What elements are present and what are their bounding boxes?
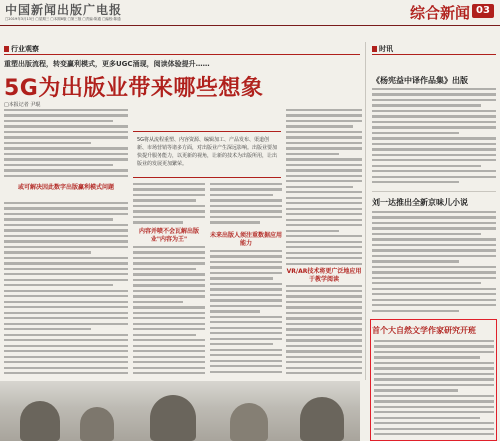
sidebar-item-title-3: 首个大自然文学作家研究开班 <box>372 326 476 335</box>
subhead-1: 或可解决因此数字出版赢利模式问题 <box>17 184 114 191</box>
sidebar-item-body-3 <box>374 340 494 438</box>
sidebar-item-body-2 <box>372 211 496 315</box>
sidebar-rule <box>372 54 496 55</box>
sidebar-item-title-2: 刘一达推出全新京味儿小说 <box>372 198 468 207</box>
column-rule <box>4 54 360 55</box>
body-text-col-1a <box>4 109 128 179</box>
article-byline: □本报记者 尹琨 <box>4 102 41 108</box>
photo-figure <box>150 395 196 441</box>
column-tag: 行业观察 <box>4 44 39 54</box>
body-text-col-4 <box>286 109 362 379</box>
sidebar-item-title-1: 《杨宪益中译作品集》出版 <box>372 76 468 85</box>
section-title: 综合新闻 <box>409 4 470 22</box>
photo-figure <box>80 407 114 441</box>
issue-info: □2019年3月13日 □星期三 □本期8版 □第三版 □责编:陈通 □编校:陈通 <box>5 17 121 21</box>
page-number: 03 <box>472 4 494 18</box>
pull-quote <box>133 131 281 178</box>
body-text-col-2a <box>133 183 205 225</box>
sidebar-column-tag: 时讯 <box>372 44 393 54</box>
photo-figure <box>20 401 60 441</box>
photo-figure <box>230 403 268 441</box>
body-text-col-3a <box>210 183 282 225</box>
body-text-col-2b <box>133 246 205 380</box>
body-text-col-3b <box>210 250 282 380</box>
article-headline: 5G为出版业带来哪些想象 <box>4 76 264 101</box>
subhead-4: VR/AR技术将更广泛地应用于教学阅读 <box>286 268 362 283</box>
masthead <box>0 0 500 26</box>
subhead-2: 内容并喷不会瓦解出版业"内容为王" <box>138 228 199 243</box>
newspaper-logo: 中国新闻出版广电报 <box>5 3 123 17</box>
photo-figure <box>300 397 344 441</box>
body-text-col-1b <box>4 202 128 380</box>
column-separator <box>365 42 366 380</box>
sidebar-divider <box>372 191 496 192</box>
article-photo <box>0 381 360 441</box>
pull-quote-text: 5G将从流程重塑、内容资源、编辑加工、产品发布、渠道创新、市场营销等诸多方面，对出版业产生深远影响。出版业要加快提升服务能力，以更新的视角，让新的技术为出版所用，让出版业的发展更加繁荣。 <box>137 137 278 167</box>
sidebar-item-body-1 <box>372 88 496 188</box>
subhead-3: 未来出版人须注重数据应用能力 <box>210 232 283 247</box>
article-kicker: 重塑出版流程，转变赢利模式，更多UGC涌现，阅读体验提升…… <box>4 60 210 68</box>
